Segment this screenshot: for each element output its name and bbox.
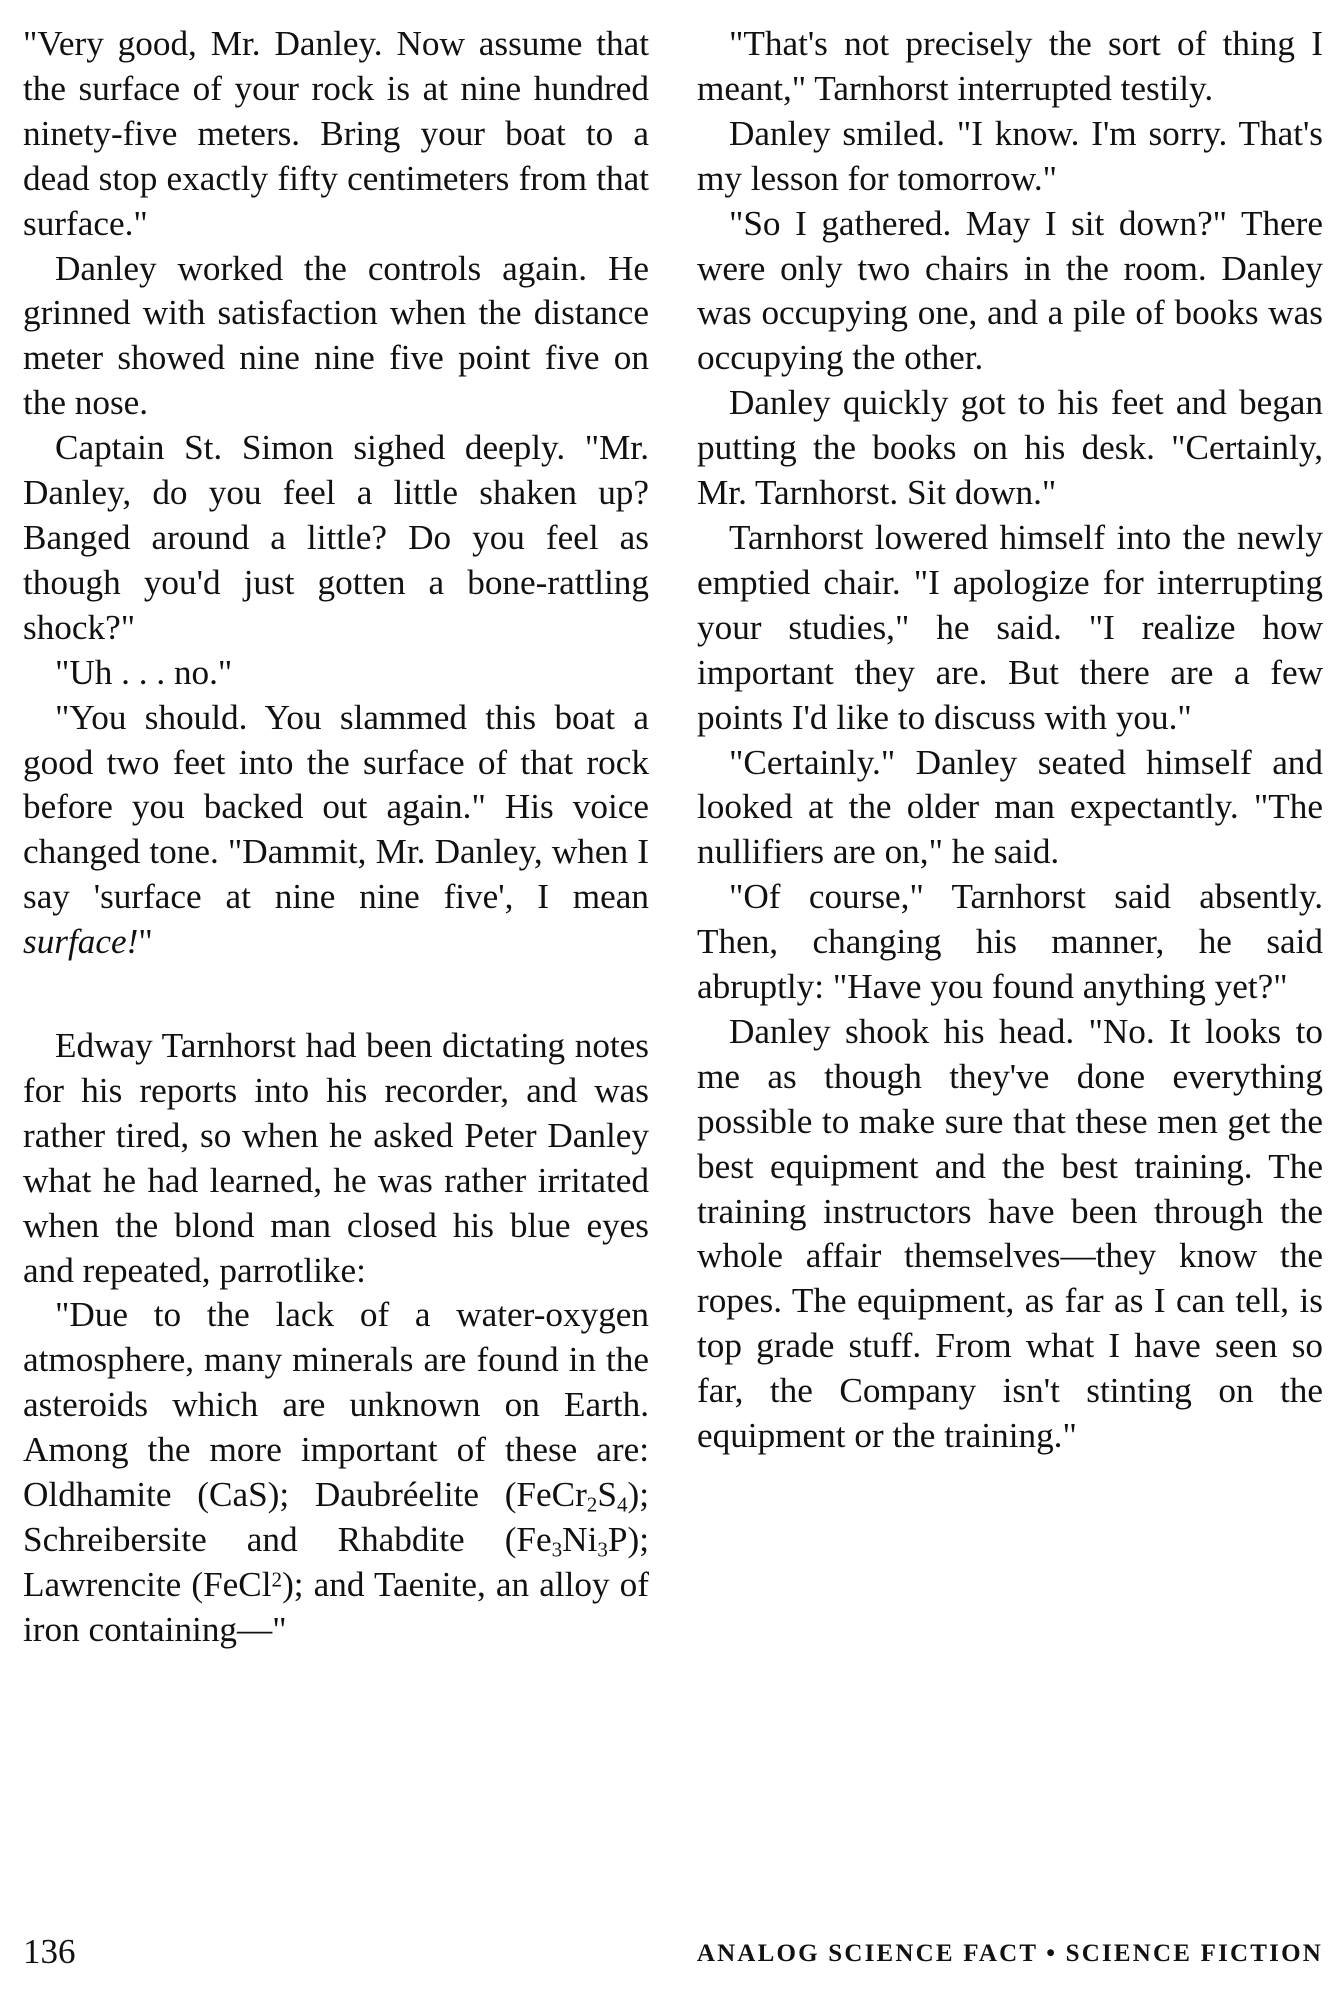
paragraph [23, 696, 649, 965]
paragraph: Tarnhorst lowered himself into the newly emptied chair. "I apologize for interrupting your studies," he said. "I realize how important they are. But there are a few points I'd like to discuss with you." [697, 517, 1323, 737]
paragraph: Danley shook his head. "No. It looks to me as though they've done everything possible to make sure that these men get the best equipment and the best training. The training instructors have been through the whole affair themselves—they know the ropes. The equipment, as far as I can tell, is top grade stuff. From what I have seen so far, the Company isn't stinting on the equipment or the training." [697, 1011, 1323, 1456]
paragraph: Captain St. Simon sighed deeply. "Mr. Danley, do you feel a little shaken up? Banged around a little? Do you feel as though you'd just gotten a bone-rattling shock?" [23, 428, 649, 647]
subscript: 4 [616, 1492, 628, 1517]
paragraph: Edway Tarnhorst had been dictating notes for his reports into his recorder, and was rather tired, so when he asked Peter Danley what he had learned, he was rather irritated when the blond man closed his blue eyes and repeated, parrotlike: [23, 1026, 649, 1290]
paragraph-text: "You should. You slammed this boat a good two feet into the surface of that rock before you backed out again." His voice changed tone. "Dammit, Mr. Danley, when I say 'surface at nine nine five', I mean [23, 697, 649, 917]
text-run: ); and Taenite, an alloy of iron containing—" [23, 1564, 649, 1649]
paragraph: "Uh . . . no." [55, 652, 233, 692]
running-head: ANALOG SCIENCE FACT • SCIENCE FICTION [696, 1940, 1323, 1967]
subscript: 3 [597, 1537, 608, 1562]
text-run: ); Schreibersite and Rhabdite (Fe [23, 1475, 649, 1559]
paragraph: "Of course," Tarnhorst said absently. Then, changing his manner, he said abruptly: "Have you found anything yet?" [697, 877, 1323, 1007]
paragraph: "So I gathered. May I sit down?" There were only two chairs in the room. Danley was occupying one, and a pile of books was occupying the other. [697, 203, 1323, 378]
paragraph: "Certainly." Danley seated himself and looked at the older man expectantly. "The nullifiers are on," he said. [697, 742, 1323, 872]
mineral-paragraph [23, 1293, 649, 1652]
right-text-column [697, 22, 1323, 1459]
left-text-column [23, 22, 649, 1653]
paragraph: "That's not precisely the sort of thing I meant," Tarnhorst interrupted testily. [697, 24, 1323, 108]
closing-quote: " [138, 922, 153, 962]
subscript: 3 [551, 1537, 563, 1562]
subscript: 2 [586, 1492, 598, 1517]
paragraph: "Very good, Mr. Danley. Now assume that the surface of your rock is at nine hundred ninety-five meters. Bring your boat to a dead stop exactly fifty centimeters from that surface." [23, 24, 649, 243]
section-break [23, 965, 649, 1024]
paragraph: Danley worked the controls again. He grinned with satisfaction when the distance meter showed nine nine five point five on the nose. [23, 248, 649, 423]
text-run: "Due to the lack of a water-oxygen atmosphere, many minerals are found in the asteroids which are unknown on Earth. Among the more important of these are: Oldhamite (CaS); Daubréelite (FeCr [23, 1295, 649, 1515]
page-number: 136 [23, 1932, 76, 1971]
text-run: S [597, 1475, 617, 1515]
text-run: P); Lawrencite (FeCl [23, 1520, 649, 1604]
paragraph: Danley quickly got to his feet and began putting the books on his desk. "Certainly, Mr. Tarnhorst. Sit down." [697, 383, 1323, 513]
emphasized-word: surface! [23, 922, 139, 962]
page-footer [23, 1930, 1323, 1974]
superscript: 2 [271, 1567, 283, 1592]
paragraph: Danley smiled. "I know. I'm sorry. That's my lesson for tomorrow." [697, 113, 1323, 198]
text-run: Ni [562, 1520, 598, 1559]
